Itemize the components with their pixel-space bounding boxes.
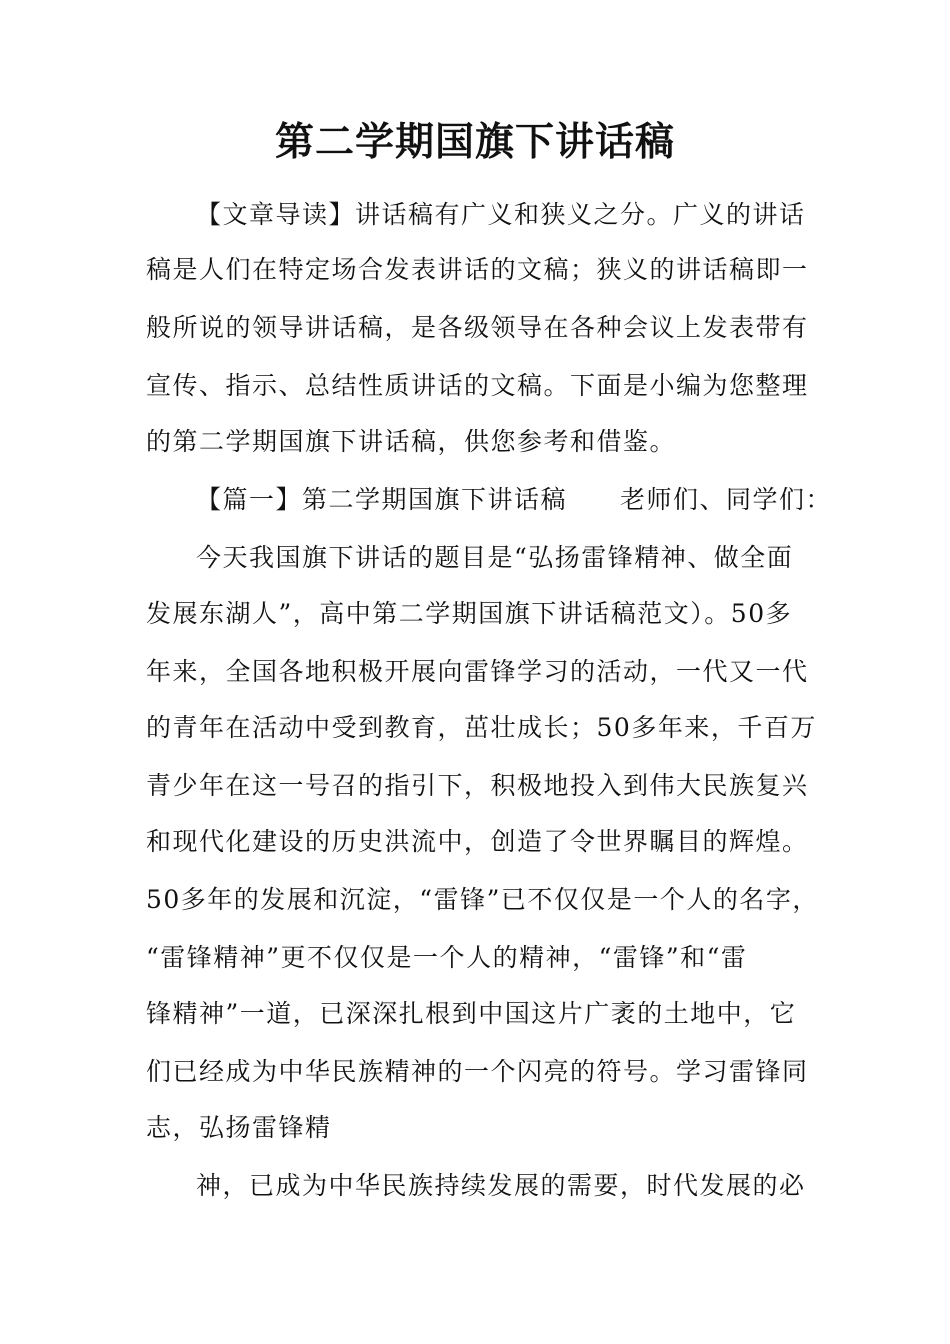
paragraph-line: 志，弘扬雷锋精: [146, 1113, 332, 1142]
paragraph-line: 宣传、指示、总结性质讲话的文稿。下面是小编为您整理: [146, 371, 809, 400]
paragraph-line: 稿是人们在特定场合发表讲话的文稿；狭义的讲话稿即一: [146, 255, 809, 284]
paragraph-line: 今天我国旗下讲话的题目是“弘扬雷锋精神、做全面: [196, 543, 794, 572]
paragraph-line: 年来，全国各地积极开展向雷锋学习的活动，一代又一代: [146, 657, 809, 686]
paragraph-line: 和现代化建设的历史洪流中，创造了令世界瞩目的辉煌。: [146, 827, 809, 856]
paragraph-line: 50多年的发展和沉淀，“雷锋”已不仅仅是一个人的名字，: [146, 885, 819, 914]
paragraph-line: 锋精神”一道，已深深扎根到中国这片广袤的土地中，它: [146, 999, 797, 1028]
section-heading-line: 【篇一】第二学期国旗下讲话稿 老师们、同学们：: [196, 485, 833, 514]
paragraph-line: 【文章导读】讲话稿有广义和狭义之分。广义的讲话: [196, 200, 806, 229]
document-title: 第二学期国旗下讲话稿: [274, 120, 675, 165]
paragraph-line: 发展东湖人”，高中第二学期国旗下讲话稿范文）。50多: [146, 599, 793, 628]
paragraph-line: 般所说的领导讲话稿，是各级领导在各种会议上发表带有: [146, 313, 809, 342]
paragraph-line: “雷锋精神”更不仅仅是一个人的精神，“雷锋”和“雷: [146, 943, 748, 972]
paragraph-line: 的第二学期国旗下讲话稿，供您参考和借鉴。: [146, 427, 677, 456]
paragraph-line: 们已经成为中华民族精神的一个闪亮的符号。学习雷锋同: [146, 1057, 809, 1086]
paragraph-line: 神，已成为中华民族持续发展的需要，时代发展的必: [196, 1171, 806, 1200]
paragraph-line: 青少年在这一号召的指引下，积极地投入到伟大民族复兴: [146, 771, 809, 800]
paragraph-line: 的青年在活动中受到教育，茁壮成长；50多年来，千百万: [146, 713, 817, 742]
